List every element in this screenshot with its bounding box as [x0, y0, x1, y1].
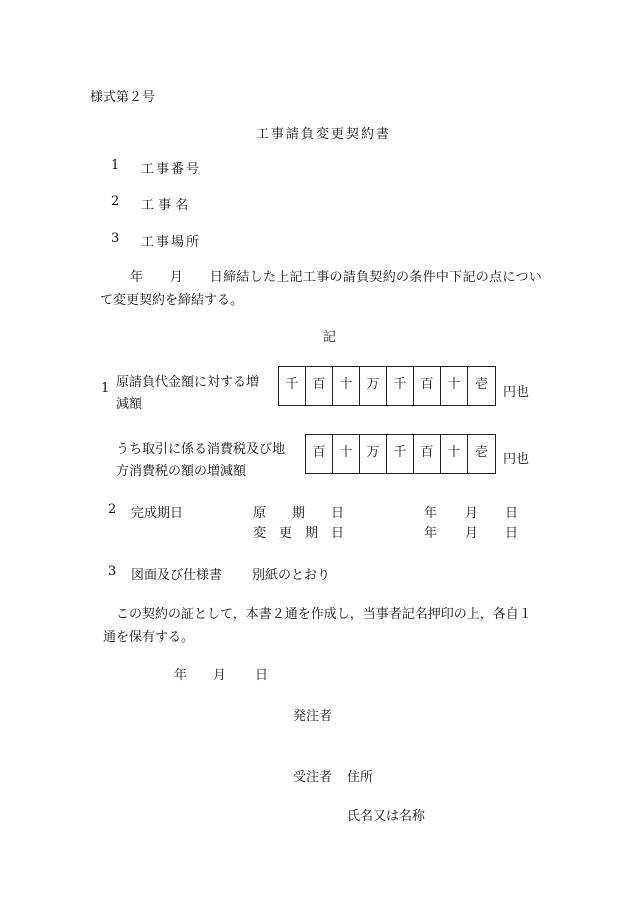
completion-number: 2 [108, 502, 117, 517]
changed-date-label: 変 更 期 日 [253, 526, 345, 541]
item-label-construction-name: 工 事 名 [141, 198, 189, 213]
drawings-label: 図面及び仕様書 [131, 568, 223, 583]
digit-cell: 百 [306, 435, 333, 473]
amount-row2-label-line2: 方消費税の額の増減額 [116, 464, 247, 479]
digit-cell: 千 [387, 367, 414, 405]
amount-section-number: 1 [101, 381, 110, 396]
document-title: 工事請負変更契約書 [256, 127, 392, 142]
completion-label: 完成期日 [131, 506, 184, 521]
digit-cell: 百 [414, 367, 441, 405]
contract-day: 日 [255, 668, 269, 683]
item-label-construction-site: 工事場所 [141, 235, 202, 250]
digit-cell: 壱 [474, 445, 488, 460]
drawings-value: 別紙のとおり [252, 568, 331, 583]
digit-cell: 百 [414, 435, 441, 473]
contractor-name-label: 氏名又は名称 [347, 809, 426, 824]
digit-cell: 千 [279, 367, 306, 405]
digit-cell: 十 [441, 435, 468, 473]
intro-line-2: て変更契約を締結する。 [100, 293, 244, 308]
digit-cell: 百 [306, 367, 333, 405]
digit-cell: 壱 [474, 377, 488, 392]
contract-year: 年 [174, 668, 188, 683]
item-number: 3 [111, 231, 120, 246]
digit-cell: 万 [360, 367, 387, 405]
amount-row1-digit-boxes [278, 366, 496, 406]
item-number: 1 [111, 158, 120, 173]
digit-cell: 万 [360, 435, 387, 473]
digit-cell: 十 [441, 367, 468, 405]
amount-row2-label-line1: うち取引に係る消費税及び地 [116, 442, 286, 457]
original-day: 日 [505, 506, 519, 521]
changed-year: 年 [424, 526, 438, 541]
changed-day: 日 [505, 526, 519, 541]
contract-month: 月 [213, 668, 227, 683]
digit-cell: 十 [333, 367, 360, 405]
drawings-number: 3 [108, 564, 117, 579]
item-number: 2 [111, 194, 120, 209]
form-number: 様式第２号 [90, 90, 156, 105]
amount-row2-unit: 円也 [503, 452, 530, 467]
contractor-label: 受注者 [293, 770, 333, 785]
digit-cell: 十 [333, 435, 360, 473]
closing-line-2: 通を保有する。 [103, 630, 195, 645]
ki-heading: 記 [323, 330, 337, 345]
changed-month: 月 [465, 526, 479, 541]
contractor-address-label: 住所 [347, 770, 374, 785]
amount-row1-unit: 円也 [503, 385, 530, 400]
original-date-label: 原 期 日 [253, 506, 345, 521]
orderer-label: 発注者 [293, 709, 333, 724]
intro-line-1: 年 月 日締結した上記工事の請負契約の条件中下記の点につい [130, 270, 543, 285]
amount-row1-label-line2: 減額 [116, 397, 143, 412]
original-year: 年 [424, 506, 438, 521]
original-month: 月 [465, 506, 479, 521]
amount-row2-digit-boxes [305, 434, 496, 474]
digit-cell: 千 [387, 435, 414, 473]
item-label-construction-number: 工事番号 [141, 162, 202, 177]
closing-line-1: この契約の証として，本書２通を作成し，当事者記名押印の上，各自１ [116, 607, 532, 622]
amount-row1-label-line1: 原請負代金額に対する増 [116, 375, 260, 390]
